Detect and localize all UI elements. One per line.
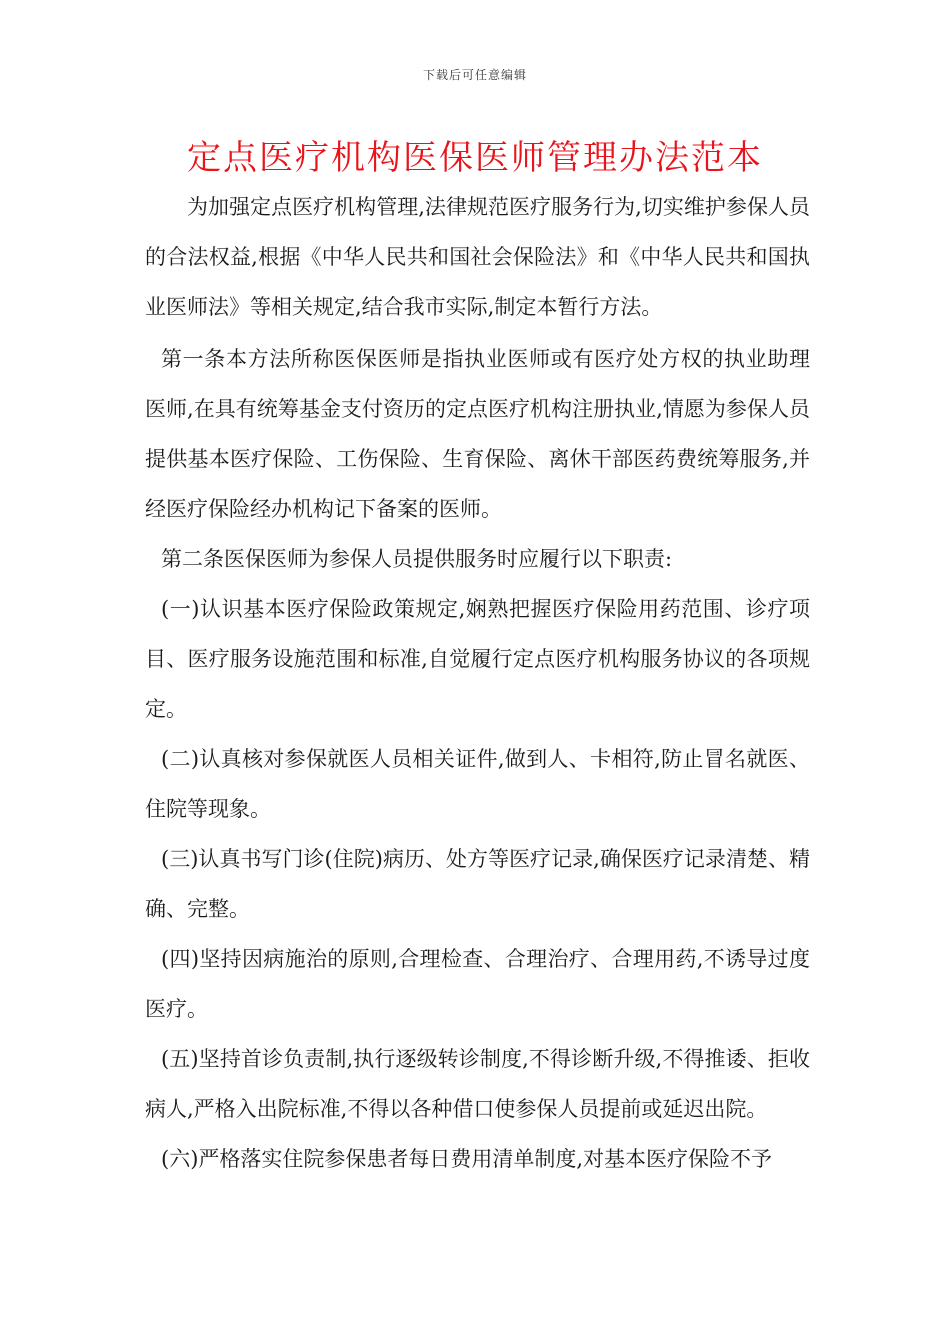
article-1-paragraph: 第一条本方法所称医保医师是指执业医师或有医疗处方权的执业助理医师,在具有统筹基金支付资历的定点医疗机构注册执业,情愿为参保人员提供基本医疗保险、工伤保险、生育保险、离休干部医药费统筹服务,并经医疗保险经办机构记下备案的医师。 bbox=[145, 347, 810, 521]
header-note: 下载后可任意编辑 bbox=[422, 68, 527, 82]
article-2-paragraph: 第二条医保医师为参保人员提供服务时应履行以下职责: bbox=[161, 547, 673, 571]
duty-item-2: (二)认真核对参保就医人员相关证件,做到人、卡相符,防止冒名就医、住院等现象。 bbox=[145, 747, 810, 821]
duty-item-5: (五)坚持首诊负责制,执行逐级转诊制度,不得诊断升级,不得推诿、拒收病人,严格入出院标准,不得以各种借口使参保人员提前或延迟出院。 bbox=[145, 1047, 810, 1121]
duty-item-6: (六)严格落实住院参保患者每日费用清单制度,对基本医疗保险不予 bbox=[161, 1147, 773, 1171]
duty-item-4: (四)坚持因病施治的原则,合理检查、合理治疗、合理用药,不诱导过度医疗。 bbox=[145, 947, 810, 1021]
duty-item-3: (三)认真书写门诊(住院)病历、处方等医疗记录,确保医疗记录清楚、精确、完整。 bbox=[145, 847, 810, 921]
preamble-paragraph: 为加强定点医疗机构管理,法律规范医疗服务行为,切实维护参保人员的合法权益,根据《中华人民共和国社会保险法》和《中华人民共和国执业医师法》等相关规定,结合我市实际,制定本暂行方法。 bbox=[145, 195, 810, 319]
duty-item-1: (一)认识基本医疗保险政策规定,娴熟把握医疗保险用药范围、诊疗项目、医疗服务设施范围和标准,自觉履行定点医疗机构服务协议的各项规定。 bbox=[145, 597, 810, 721]
document-title: 定点医疗机构医保医师管理办法范本 bbox=[187, 138, 763, 178]
document-body bbox=[145, 182, 810, 1184]
